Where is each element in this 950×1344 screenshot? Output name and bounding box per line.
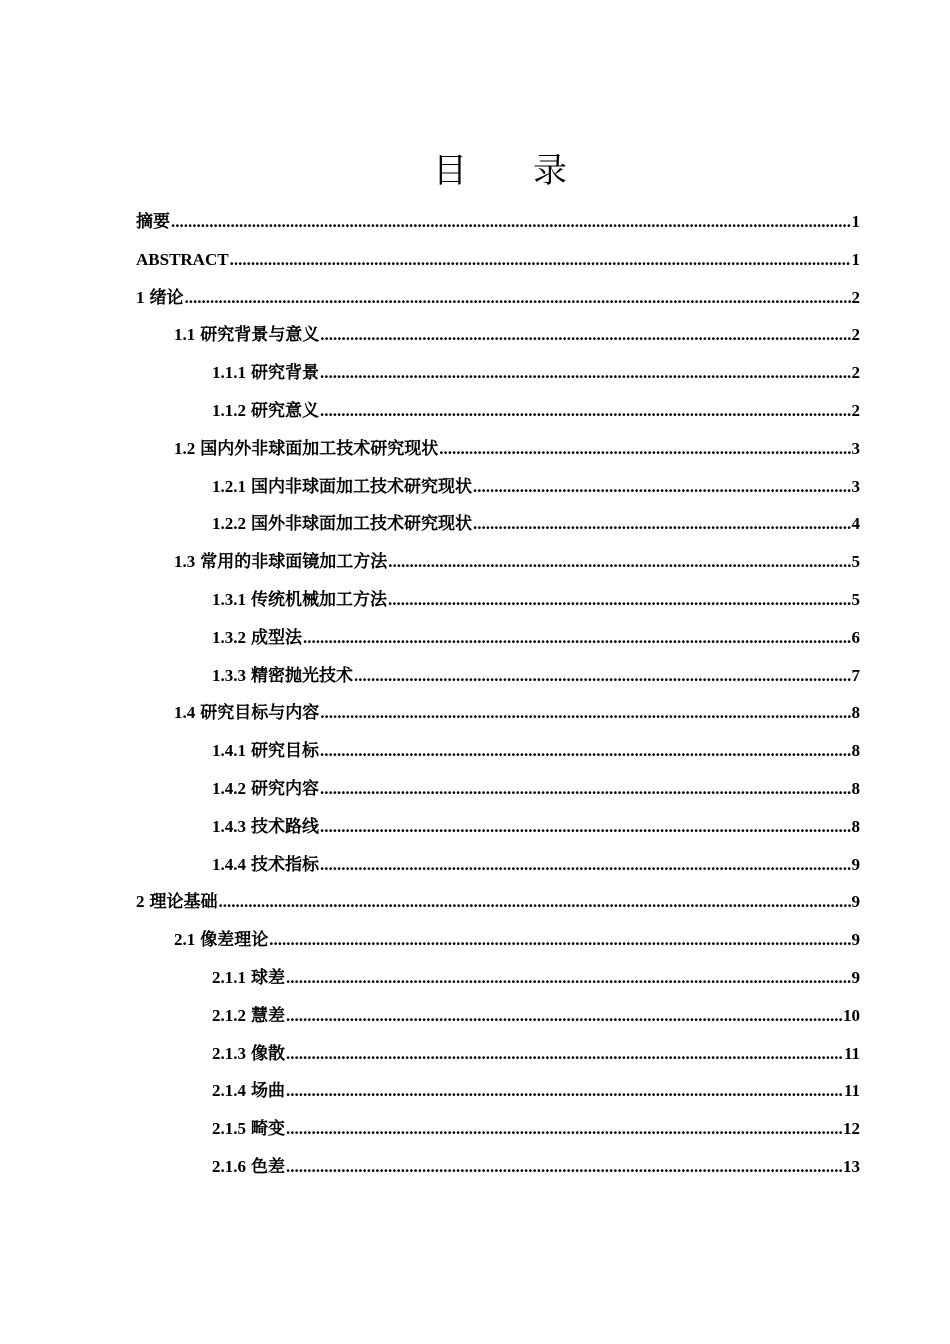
dot-leader bbox=[473, 505, 851, 543]
dot-leader bbox=[320, 732, 851, 770]
dot-leader bbox=[473, 468, 851, 506]
toc-entry-text: 国内非球面加工技术研究现状 bbox=[251, 476, 472, 496]
toc-entry-page-number: 11 bbox=[843, 1043, 860, 1063]
toc-entry-number: 1.3 bbox=[174, 552, 196, 572]
toc-entry-page-number: 2 bbox=[851, 325, 860, 345]
toc-entry-label bbox=[212, 354, 319, 392]
dot-leader bbox=[320, 694, 850, 732]
toc-entry-label bbox=[174, 430, 438, 468]
toc-entry-text: 研究意义 bbox=[251, 400, 319, 420]
dot-leader bbox=[320, 770, 851, 808]
toc-entry-label bbox=[212, 770, 319, 808]
toc-entry-label bbox=[212, 732, 319, 770]
toc-entry[interactable] bbox=[136, 468, 860, 506]
toc-entry-page-number: 1 bbox=[851, 212, 860, 231]
toc-entry-text: 国外非球面加工技术研究现状 bbox=[251, 514, 472, 534]
dot-leader bbox=[286, 1110, 842, 1148]
dot-leader bbox=[320, 846, 851, 884]
toc-entry-label bbox=[212, 959, 285, 997]
toc-entry-page-number: 1 bbox=[851, 249, 860, 269]
toc-entry[interactable] bbox=[136, 1110, 860, 1148]
toc-entry-page-number: 8 bbox=[851, 741, 860, 761]
toc-entry-page-number: 8 bbox=[851, 703, 860, 723]
toc-entry-label bbox=[212, 1035, 285, 1073]
toc-entry-number: 2.1.5 bbox=[212, 1119, 246, 1139]
toc-entry-text: 像差理论 bbox=[200, 930, 269, 950]
toc-entry-label bbox=[174, 316, 319, 354]
toc-entry-page-number: 13 bbox=[843, 1156, 860, 1176]
toc-entry-label bbox=[212, 505, 472, 543]
title-char-left: 目 bbox=[433, 153, 467, 190]
toc-entry[interactable] bbox=[136, 354, 860, 392]
dot-leader bbox=[286, 959, 851, 997]
toc-entry-number: 1.1.1 bbox=[212, 363, 246, 383]
toc-entry-page-number: 5 bbox=[851, 589, 860, 609]
toc-entry-page-number: 2 bbox=[851, 400, 860, 420]
toc-entry-text: 研究背景 bbox=[251, 363, 319, 383]
dot-leader bbox=[171, 203, 851, 241]
toc-entry-number: 1.4.3 bbox=[212, 816, 246, 836]
toc-entry[interactable] bbox=[136, 732, 860, 770]
toc-entry-text: 成型法 bbox=[251, 627, 302, 647]
toc-entry-text: 研究目标 bbox=[251, 741, 319, 761]
toc-entry-label bbox=[212, 468, 472, 506]
toc-entry-label bbox=[136, 883, 218, 921]
toc-entry[interactable] bbox=[136, 808, 860, 846]
toc-entry-text: 研究背景与意义 bbox=[200, 325, 320, 345]
toc-entry-text: 技术指标 bbox=[251, 854, 319, 874]
page-title bbox=[0, 143, 950, 192]
toc-entry-text: 研究目标与内容 bbox=[200, 703, 320, 723]
dot-leader bbox=[388, 543, 850, 581]
toc-entry-number: 2 bbox=[136, 892, 145, 912]
toc-entry[interactable] bbox=[136, 846, 860, 884]
toc-entry[interactable] bbox=[136, 883, 860, 921]
toc-entry-number: 1.3.1 bbox=[212, 589, 246, 609]
toc-entry-text: 像散 bbox=[251, 1043, 285, 1063]
toc-entry-label bbox=[212, 808, 319, 846]
toc-entry-page-number: 7 bbox=[851, 665, 860, 685]
toc-entry-text: 场曲 bbox=[251, 1081, 285, 1101]
toc-entry-page-number: 3 bbox=[851, 438, 860, 458]
toc-entry[interactable] bbox=[136, 279, 860, 317]
dot-leader bbox=[320, 808, 851, 846]
toc-entry-number: 1.1.2 bbox=[212, 400, 246, 420]
dot-leader bbox=[269, 921, 850, 959]
toc-entry[interactable] bbox=[136, 770, 860, 808]
toc-entry-page-number: 8 bbox=[851, 816, 860, 836]
toc-entry-label bbox=[212, 1110, 285, 1148]
toc-entry-label bbox=[212, 1148, 285, 1186]
toc-entry[interactable] bbox=[136, 581, 860, 619]
toc-entry-page-number: 2 bbox=[851, 363, 860, 383]
toc-entry-number: 1.3.2 bbox=[212, 627, 246, 647]
toc-entry[interactable] bbox=[136, 316, 860, 354]
toc-entry-text: 常用的非球面镜加工方法 bbox=[200, 552, 388, 572]
toc-entry-label bbox=[136, 203, 170, 241]
toc-entry-page-number: 11 bbox=[843, 1081, 860, 1101]
toc-entry[interactable] bbox=[136, 543, 860, 581]
toc-entry-page-number: 4 bbox=[851, 514, 860, 534]
toc-entry[interactable] bbox=[136, 1035, 860, 1073]
toc-entry[interactable] bbox=[136, 1148, 860, 1186]
toc-entry-label bbox=[212, 1072, 285, 1110]
toc-entry-label bbox=[174, 543, 387, 581]
toc-entry-page-number: 6 bbox=[851, 627, 860, 647]
dot-leader bbox=[286, 1148, 842, 1186]
toc-entry-text: 球差 bbox=[251, 967, 285, 987]
toc-entry-text: 研究内容 bbox=[251, 778, 319, 798]
dot-leader bbox=[219, 883, 851, 921]
title-char-right: 录 bbox=[533, 153, 567, 190]
toc-entry-number: 2.1.2 bbox=[212, 1005, 246, 1025]
toc-entry-text: 技术路线 bbox=[251, 816, 319, 836]
toc-entry-number: 1.2.2 bbox=[212, 514, 246, 534]
toc-entry[interactable] bbox=[136, 997, 860, 1035]
toc-entry[interactable] bbox=[136, 657, 860, 695]
toc-entry-page-number: 12 bbox=[843, 1119, 860, 1139]
toc-entry-number: 1 bbox=[136, 287, 145, 307]
toc-entry-text: 色差 bbox=[251, 1156, 285, 1176]
toc-entry[interactable] bbox=[136, 241, 860, 279]
dot-leader bbox=[388, 581, 851, 619]
toc-entry-label bbox=[136, 279, 184, 317]
toc-entry-number: 1.2.1 bbox=[212, 476, 246, 496]
toc-entry-page-number: 8 bbox=[851, 778, 860, 798]
toc-entry-page-number: 9 bbox=[851, 854, 860, 874]
toc-entry-text: 传统机械加工方法 bbox=[251, 589, 387, 609]
toc-entry-text: 畸变 bbox=[251, 1119, 285, 1139]
dot-leader bbox=[185, 279, 851, 317]
toc-entry[interactable] bbox=[136, 619, 860, 657]
toc-entry-label bbox=[174, 921, 268, 959]
toc-entry-text: 摘要 bbox=[136, 212, 170, 231]
toc-entry-text: 慧差 bbox=[251, 1005, 285, 1025]
toc-entry-number: 1.3.3 bbox=[212, 665, 246, 685]
toc-entry-number: 1.4 bbox=[174, 703, 196, 723]
toc-entry-number: 1.1 bbox=[174, 325, 196, 345]
dot-leader bbox=[286, 1072, 843, 1110]
toc-entry-text: 理论基础 bbox=[149, 892, 218, 912]
toc-entry[interactable] bbox=[136, 1072, 860, 1110]
toc-entry-label bbox=[136, 241, 229, 279]
toc-entry-label bbox=[212, 392, 319, 430]
toc-entry-label bbox=[174, 694, 319, 732]
toc-entry-number: 2.1 bbox=[174, 930, 196, 950]
toc-entry-page-number: 9 bbox=[851, 930, 860, 950]
toc-entry-text: 国内外非球面加工技术研究现状 bbox=[200, 438, 439, 458]
toc-entry[interactable] bbox=[136, 392, 860, 430]
toc-entry[interactable] bbox=[136, 694, 860, 732]
dot-leader bbox=[354, 657, 851, 695]
toc-entry-page-number: 9 bbox=[851, 967, 860, 987]
toc-entry-label bbox=[212, 997, 285, 1035]
toc-entry-number: 1.4.1 bbox=[212, 741, 246, 761]
dot-leader bbox=[320, 392, 851, 430]
toc-entry-label bbox=[212, 657, 353, 695]
toc-entry-page-number: 2 bbox=[851, 287, 860, 307]
toc-entry[interactable] bbox=[136, 203, 860, 241]
toc-entry[interactable] bbox=[136, 430, 860, 468]
toc-entry-page-number: 10 bbox=[843, 1005, 860, 1025]
toc-entry-page-number: 5 bbox=[851, 552, 860, 572]
toc-entry-number: 2.1.4 bbox=[212, 1081, 246, 1101]
toc-entry-number: 1.2 bbox=[174, 438, 196, 458]
toc-entry-text: 精密抛光技术 bbox=[251, 665, 353, 685]
toc-entry-number: 2.1.1 bbox=[212, 967, 246, 987]
dot-leader bbox=[303, 619, 851, 657]
toc-entry-number: 2.1.3 bbox=[212, 1043, 246, 1063]
toc-entry[interactable] bbox=[136, 921, 860, 959]
toc-entry-label bbox=[212, 619, 302, 657]
dot-leader bbox=[286, 997, 842, 1035]
toc-entry-text: ABSTRACT bbox=[136, 249, 229, 269]
toc-entry-page-number: 9 bbox=[851, 892, 860, 912]
dot-leader bbox=[286, 1035, 843, 1073]
toc-entry-number: 2.1.6 bbox=[212, 1156, 246, 1176]
toc-entry-label bbox=[212, 846, 319, 884]
toc-entry[interactable] bbox=[136, 959, 860, 997]
toc-entry-label bbox=[212, 581, 387, 619]
dot-leader bbox=[230, 241, 851, 279]
toc-entry-number: 1.4.2 bbox=[212, 778, 246, 798]
table-of-contents bbox=[136, 203, 860, 1186]
dot-leader bbox=[439, 430, 850, 468]
toc-entry[interactable] bbox=[136, 505, 860, 543]
dot-leader bbox=[320, 316, 850, 354]
toc-entry-text: 绪论 bbox=[149, 287, 184, 307]
toc-entry-page-number: 3 bbox=[851, 476, 860, 496]
dot-leader bbox=[320, 354, 851, 392]
toc-entry-number: 1.4.4 bbox=[212, 854, 246, 874]
